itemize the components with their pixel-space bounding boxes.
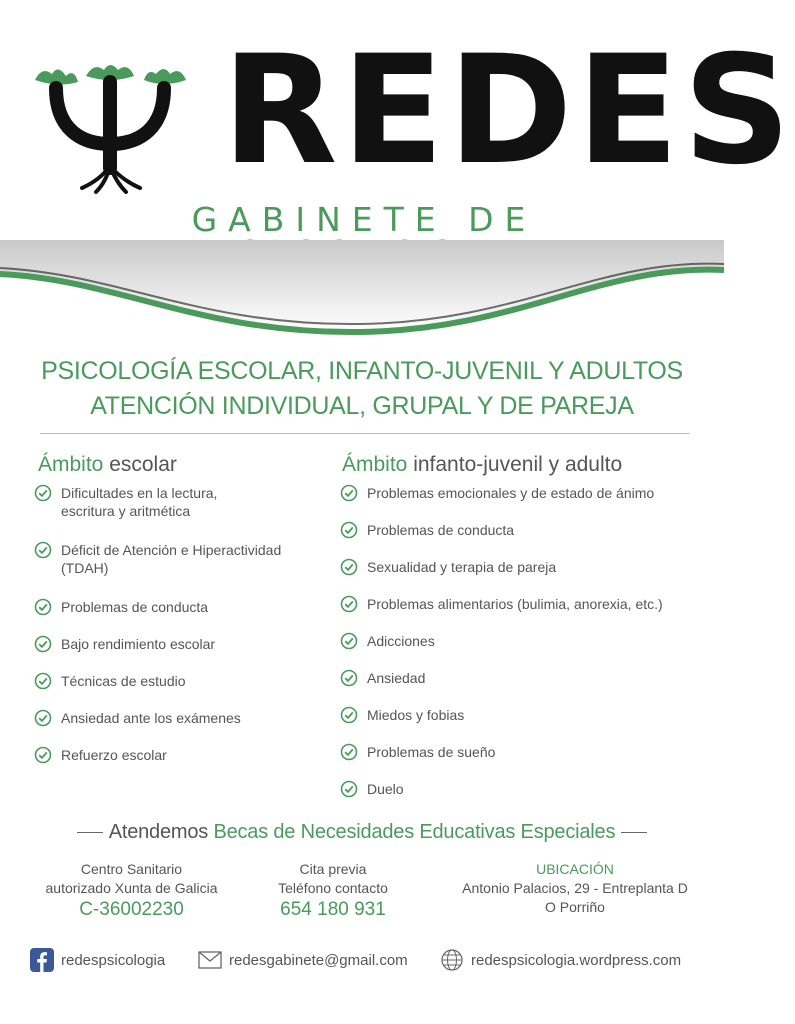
info-cita-previa — [253, 860, 413, 922]
list-item-text: Ansiedad ante los exámenes — [61, 710, 241, 726]
facebook-icon — [30, 948, 54, 972]
list-item-text: Problemas emocionales y de estado de ánimo — [367, 485, 655, 501]
becas-prefix: Atendemos — [108, 820, 209, 843]
list-item — [34, 672, 186, 690]
email-address: redesgabinete@gmail.com — [229, 951, 408, 969]
info-centro-sanitario — [24, 860, 239, 922]
envelope-icon — [198, 951, 222, 969]
list-item — [340, 780, 404, 798]
left-title-rest: escolar — [109, 453, 177, 476]
address: Antonio Palacios, 29 - Entreplanta D — [462, 880, 688, 896]
becas-text — [109, 821, 616, 844]
info-ubicacion — [440, 860, 710, 917]
list-item — [340, 706, 464, 724]
ubicacion-label: UBICACIÓN — [536, 861, 614, 877]
left-title-accent: Ámbito — [38, 453, 104, 476]
list-item — [34, 635, 215, 653]
list-item-text: Dificultades en la lectura, escritura y aritmética — [61, 485, 218, 519]
list-item — [34, 709, 241, 727]
footer-contacts — [30, 946, 700, 974]
right-title-accent: Ámbito — [342, 453, 408, 476]
decorative-wave — [0, 240, 724, 350]
list-item-text: Déficit de Atención e Hiperactividad (TDAH) — [61, 542, 282, 576]
check-circle-icon — [340, 595, 358, 613]
check-circle-icon — [34, 746, 52, 764]
check-circle-icon — [34, 709, 52, 727]
list-item-text: Técnicas de estudio — [61, 673, 186, 689]
website-link[interactable] — [440, 946, 681, 974]
list-item-text: Sexualidad y terapia de pareja — [367, 559, 557, 575]
facebook-handle: redespsicologia — [61, 951, 166, 969]
list-item-text: Bajo rendimiento escolar — [61, 636, 216, 652]
facebook-link[interactable] — [30, 946, 165, 974]
headline-attention: ATENCIÓN INDIVIDUAL, GRUPAL Y DE PAREJA — [90, 392, 634, 420]
list-item-text: Problemas de conducta — [61, 599, 209, 615]
list-item — [340, 595, 663, 613]
list-item-text: Duelo — [367, 781, 404, 797]
becas-line-right — [621, 832, 647, 833]
check-circle-icon — [340, 743, 358, 761]
becas-accent: Becas de Necesidades Educativas Especiales — [213, 820, 616, 843]
left-column-title — [38, 454, 177, 475]
list-item — [34, 541, 324, 577]
becas-banner — [30, 818, 694, 846]
check-circle-icon — [340, 521, 358, 539]
check-circle-icon — [34, 541, 52, 559]
check-circle-icon — [34, 484, 52, 502]
phone-number[interactable]: 654 180 931 — [280, 899, 386, 920]
centro-line2: autorizado Xunta de Galicia — [45, 880, 218, 896]
check-circle-icon — [340, 632, 358, 650]
list-item — [340, 743, 495, 761]
list-item — [340, 484, 654, 502]
check-circle-icon — [340, 780, 358, 798]
list-item — [340, 632, 435, 650]
brand-name: REDES — [222, 24, 795, 198]
list-item — [340, 521, 514, 539]
list-item-text: Problemas alimentarios (bulimia, anorexia, etc.) — [367, 596, 663, 612]
check-circle-icon — [34, 672, 52, 690]
check-circle-icon — [340, 706, 358, 724]
check-circle-icon — [34, 635, 52, 653]
brand-subtitle: GABINETE DE — [191, 200, 537, 239]
check-circle-icon — [34, 598, 52, 616]
list-item-text: Ansiedad — [367, 670, 426, 686]
list-item — [34, 746, 167, 764]
list-item — [340, 558, 556, 576]
logo-tree-icon — [30, 58, 190, 198]
list-item-text: Refuerzo escolar — [61, 747, 167, 763]
headline-services: PSICOLOGÍA ESCOLAR, INFANTO-JUVENIL Y ADULTOS — [41, 357, 683, 385]
cita-line2: Teléfono contacto — [278, 880, 388, 896]
centro-code: C-36002230 — [79, 899, 184, 920]
centro-line1: Centro Sanitario — [80, 861, 183, 877]
right-title-rest: infanto-juvenil y adulto — [413, 453, 623, 476]
city: O Porriño — [545, 899, 605, 915]
divider — [40, 433, 690, 434]
website-url: redespsicologia.wordpress.com — [471, 951, 682, 969]
list-item-text: Problemas de sueño — [367, 744, 496, 760]
globe-icon — [440, 948, 464, 972]
check-circle-icon — [340, 669, 358, 687]
cita-line1: Cita previa — [299, 861, 367, 877]
list-item-text: Miedos y fobias — [367, 707, 465, 723]
list-item-text: Problemas de conducta — [367, 522, 515, 538]
list-item — [34, 484, 264, 520]
list-item — [34, 598, 208, 616]
check-circle-icon — [340, 484, 358, 502]
check-circle-icon — [340, 558, 358, 576]
list-item-text: Adicciones — [367, 633, 435, 649]
list-item — [340, 669, 425, 687]
right-column-title — [342, 454, 622, 475]
email-link[interactable] — [198, 946, 408, 974]
becas-line-left — [77, 832, 103, 833]
